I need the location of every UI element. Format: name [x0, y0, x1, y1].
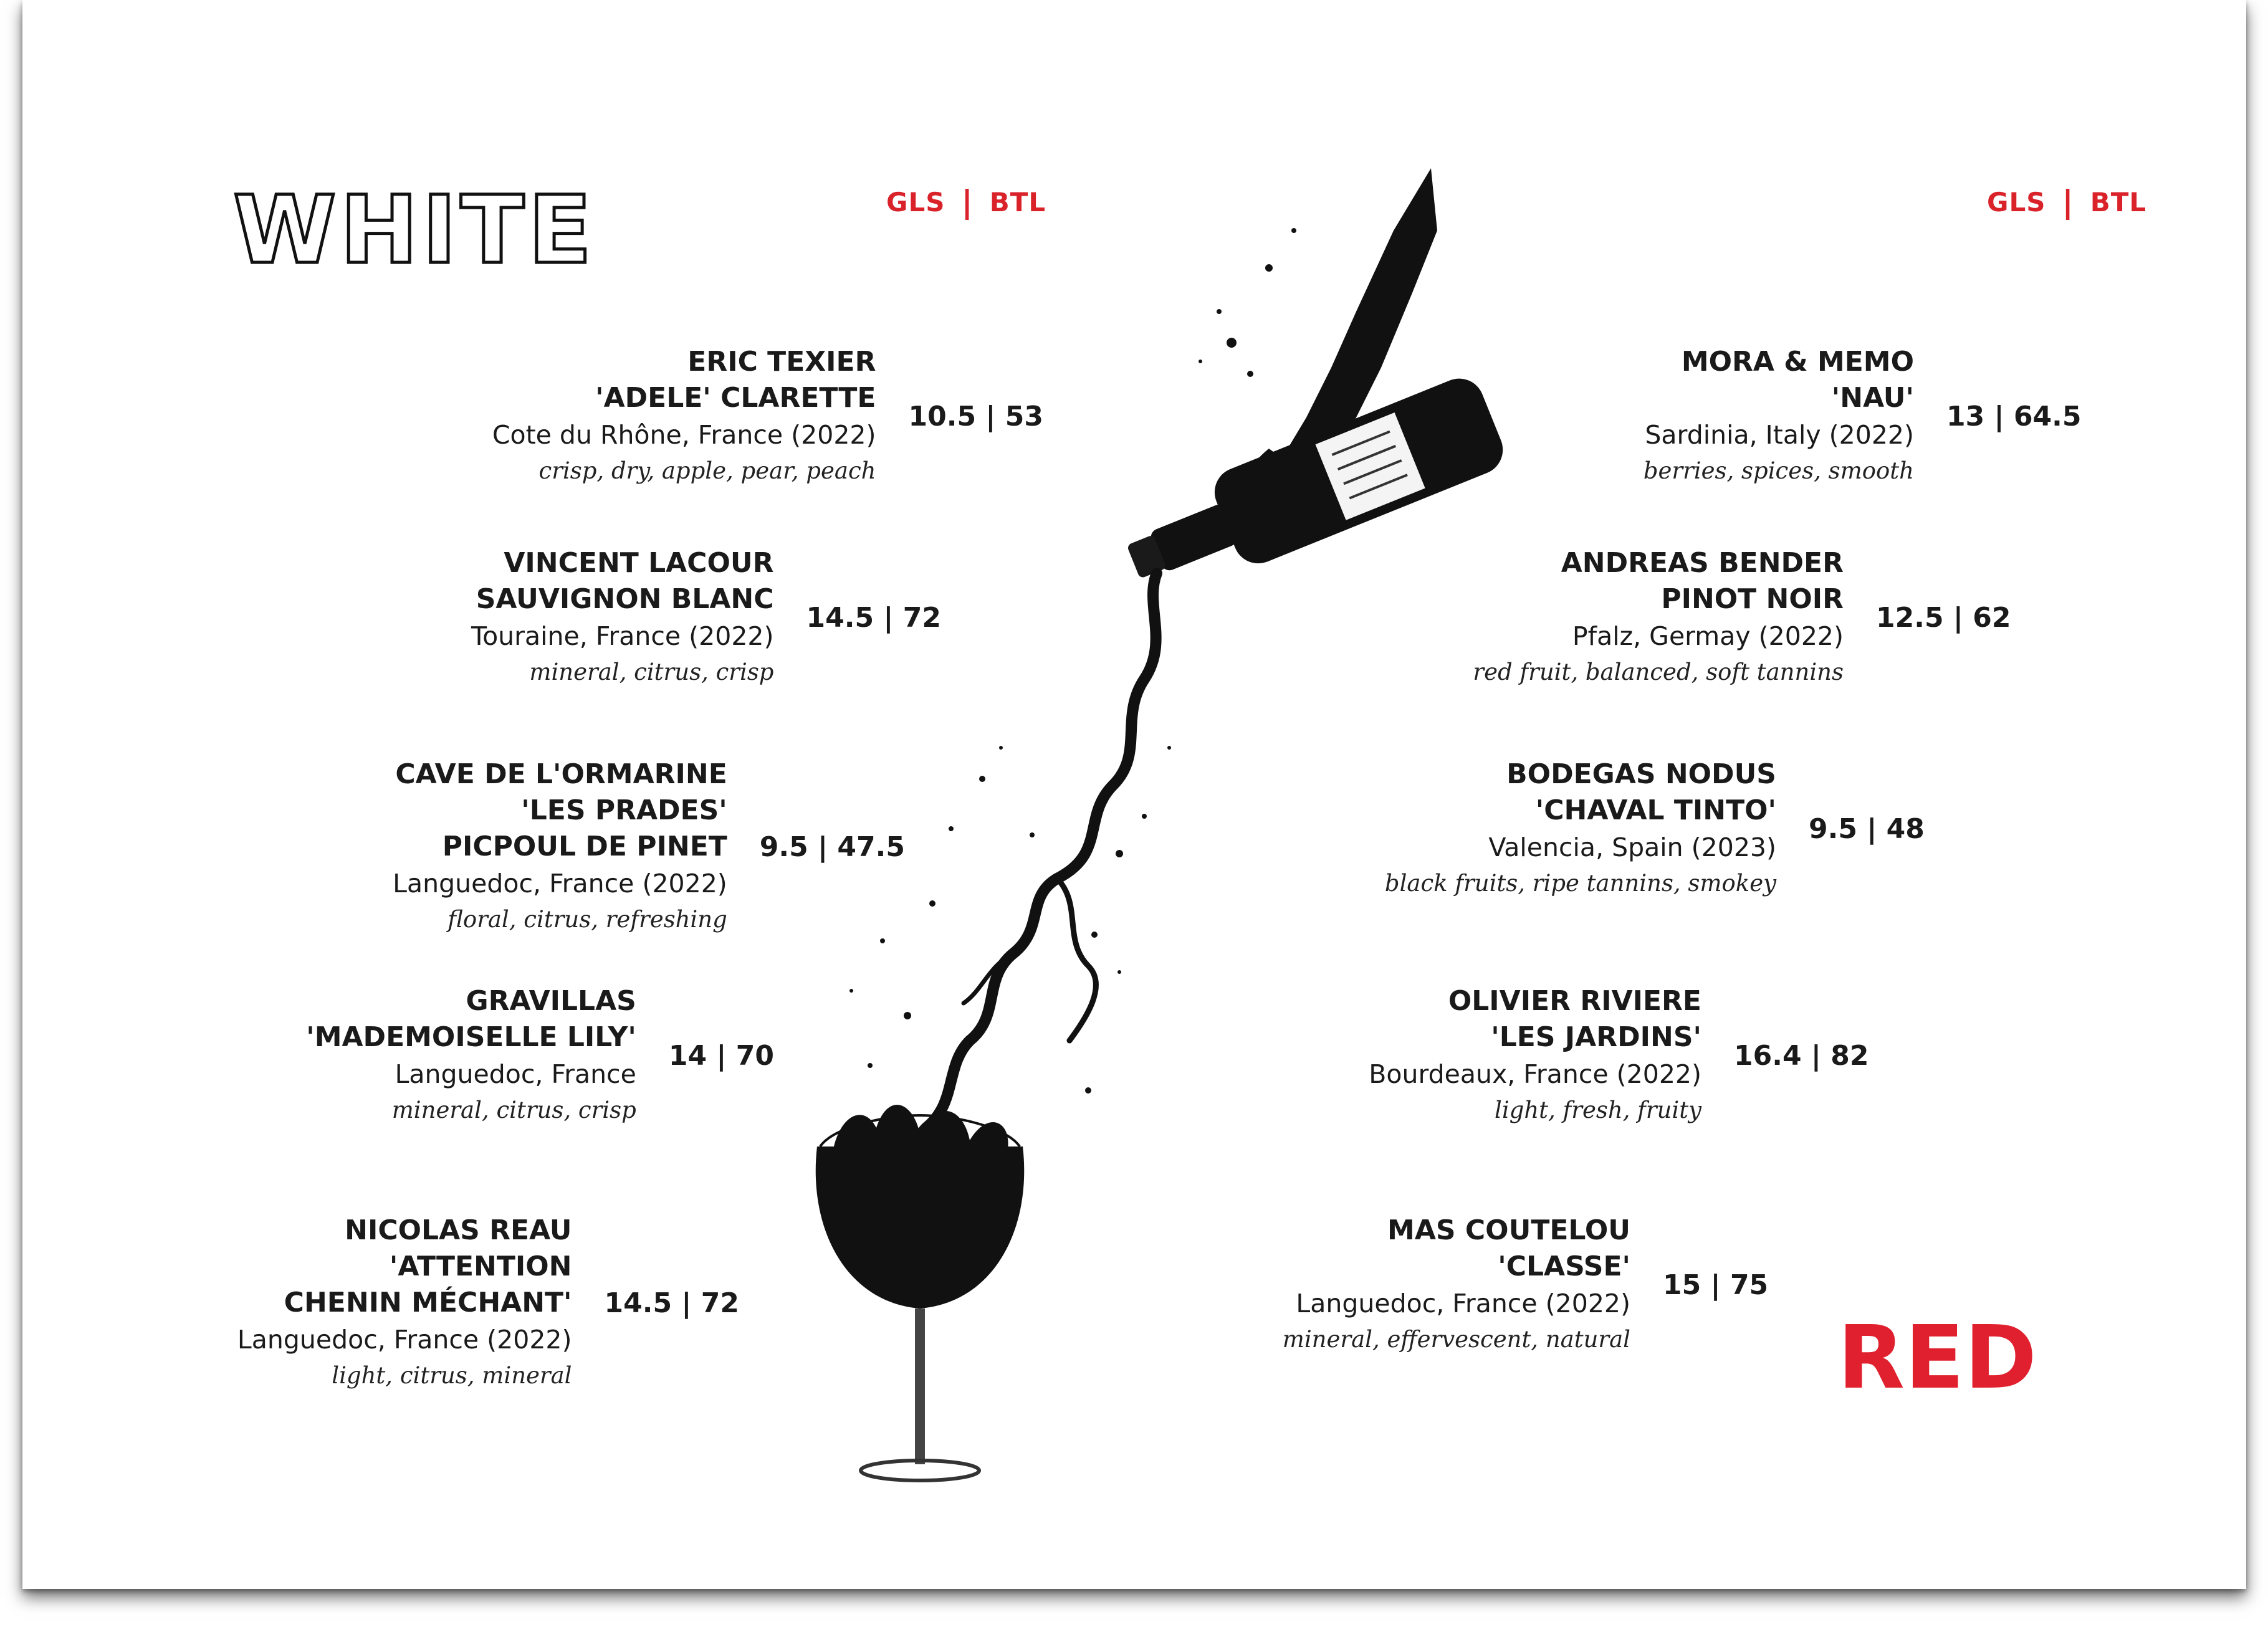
wine-glass: [816, 1105, 1025, 1480]
producer-name: MAS COUTELOU: [1387, 1214, 1630, 1246]
tasting-notes: floral, citrus, refreshing: [447, 906, 727, 933]
producer-name: NICOLAS REAU: [345, 1214, 572, 1246]
header-separator: |: [2062, 184, 2074, 220]
wine-name: 'LES PRADES': [521, 794, 727, 826]
producer-name: ERIC TEXIER: [687, 346, 876, 378]
tasting-notes: mineral, citrus, crisp: [529, 659, 774, 685]
producer-name: GRAVILLAS: [466, 985, 636, 1017]
wine-name: SAUVIGNON BLANC: [476, 583, 774, 615]
tasting-notes: crisp, dry, apple, pear, peach: [538, 457, 876, 484]
producer-name: VINCENT LACOUR: [504, 547, 774, 579]
glass-bowl: [816, 1146, 1025, 1308]
wine-price: 15 | 75: [1663, 1269, 1769, 1301]
wine-name: 'LES JARDINS': [1491, 1021, 1701, 1053]
tasting-notes: berries, spices, smooth: [1643, 457, 1914, 484]
wine-name: 'MADEMOISELLE LILY': [306, 1021, 636, 1053]
wine-region: Bourdeaux, France (2022): [1369, 1059, 1701, 1089]
glass-stem: [915, 1308, 925, 1464]
wine-info: [393, 756, 727, 937]
glass-header: GLS: [1987, 186, 2046, 217]
producer-name: CAVE DE L'ORMARINE: [395, 758, 727, 790]
wine-region: Pfalz, Germay (2022): [1572, 621, 1844, 651]
wine-price: 14 | 70: [668, 1039, 774, 1072]
wine-price: 14.5 | 72: [604, 1287, 739, 1319]
tasting-notes: mineral, citrus, crisp: [391, 1097, 636, 1123]
wine-price: 10.5 | 53: [908, 400, 1043, 432]
tasting-notes: light, fresh, fruity: [1494, 1097, 1701, 1123]
tasting-notes: black fruits, ripe tannins, smokey: [1384, 870, 1776, 897]
bottle-header: BTL: [2090, 186, 2147, 217]
wine-name: 'CLASSE': [1498, 1251, 1630, 1282]
wine-name: 'ATTENTION: [389, 1251, 572, 1282]
splatter-drops: [849, 228, 1296, 1094]
white-wine-item: [22, 983, 774, 1128]
wine-region: Touraine, France (2022): [471, 621, 774, 651]
wine-region: Cote du Rhône, France (2022): [492, 420, 876, 450]
wine-region: Languedoc, France (2022): [1296, 1289, 1630, 1318]
tasting-notes: red fruit, balanced, soft tannins: [1473, 659, 1844, 685]
wine-name: PINOT NOIR: [1661, 583, 1844, 615]
wine-region: Valencia, Spain (2023): [1488, 832, 1776, 862]
red-price-header: [1987, 184, 2146, 220]
producer-name: MORA & MEMO: [1681, 346, 1914, 378]
glass-header: GLS: [886, 186, 945, 217]
wine-price: 9.5 | 47.5: [759, 831, 905, 863]
wine-stream: [895, 573, 1157, 1203]
white-wine-item: [22, 756, 905, 937]
wine-name: CHENIN MÉCHANT': [284, 1287, 572, 1318]
wine-info: [306, 983, 636, 1128]
menu-page: [22, 0, 2246, 1589]
wine-region: Sardinia, Italy (2022): [1645, 420, 1914, 450]
wine-region: Languedoc, France (2022): [393, 869, 727, 899]
white-section-title: WHITE: [233, 176, 596, 285]
wine-region: Languedoc, France (2022): [237, 1325, 572, 1355]
header-separator: |: [961, 184, 974, 220]
wine-price: 12.5 | 62: [1876, 601, 2011, 634]
tasting-notes: mineral, effervescent, natural: [1282, 1326, 1630, 1353]
wine-price: 16.4 | 82: [1734, 1039, 1869, 1072]
bottle-header: BTL: [989, 186, 1046, 217]
wine-price: 9.5 | 48: [1809, 813, 1925, 845]
producer-name: ANDREAS BENDER: [1561, 547, 1844, 579]
wine-name: PICPOUL DE PINET: [442, 831, 727, 862]
producer-name: BODEGAS NODUS: [1506, 758, 1776, 790]
wine-pour-illustration: [795, 156, 1581, 1495]
white-wine-item: [22, 1213, 739, 1393]
wine-name: 'ADELE' CLARETTE: [595, 382, 876, 414]
producer-name: OLIVIER RIVIERE: [1448, 985, 1701, 1017]
tasting-notes: light, citrus, mineral: [332, 1362, 572, 1389]
wine-stream-branch: [1057, 879, 1096, 1041]
wine-price: 14.5 | 72: [806, 601, 941, 634]
wine-name: 'CHAVAL TINTO': [1535, 794, 1776, 826]
wine-info: [237, 1213, 572, 1393]
red-section-title: RED: [1837, 1307, 2037, 1409]
wine-region: Languedoc, France: [395, 1059, 636, 1089]
wine-price: 13 | 64.5: [1946, 400, 2082, 432]
wine-info: [471, 545, 774, 690]
wine-name: 'NAU': [1831, 382, 1914, 414]
